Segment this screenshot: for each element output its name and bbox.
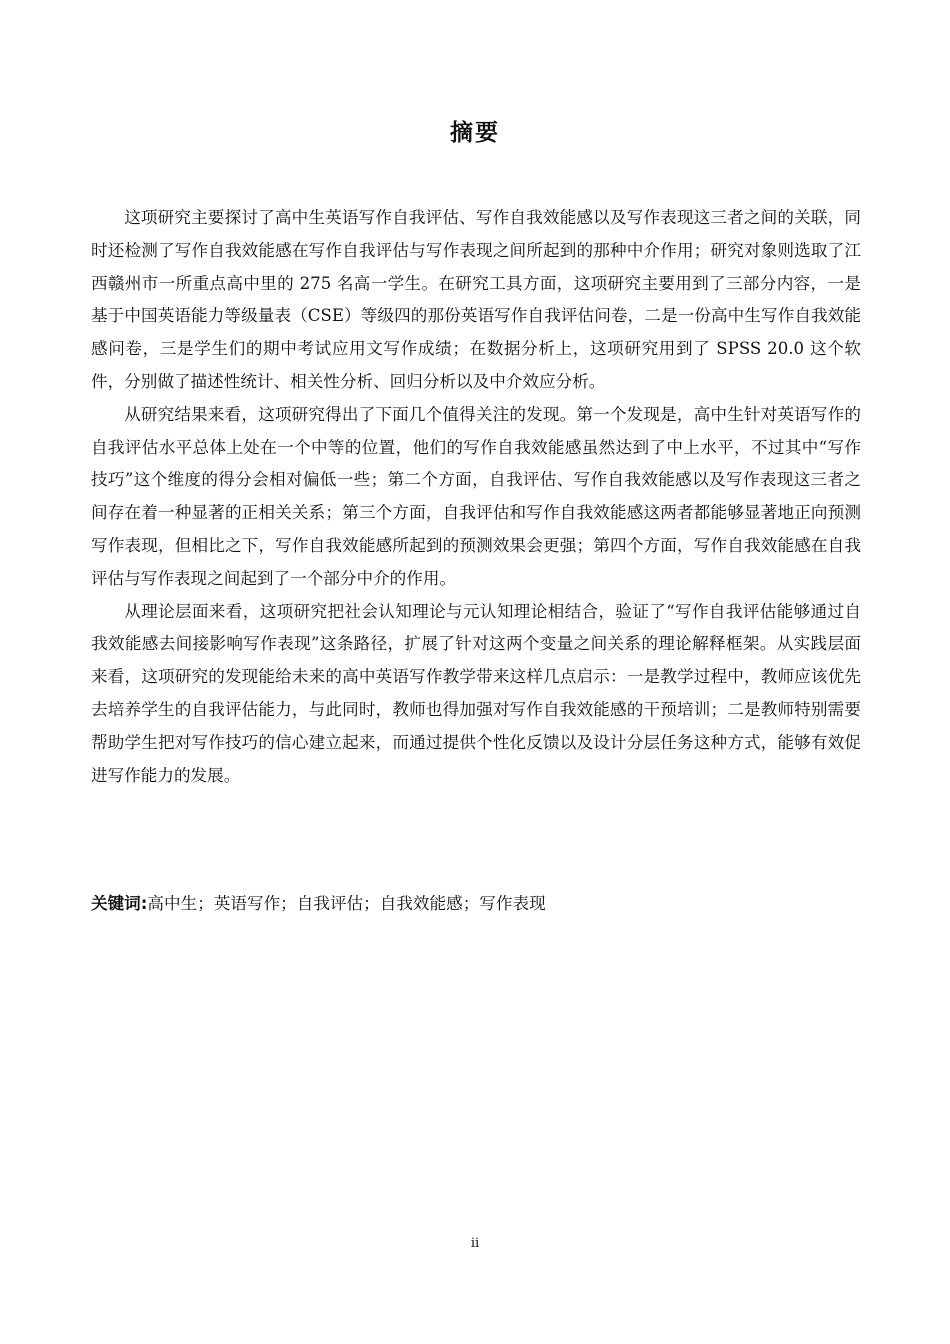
abstract-paragraph-2: 从研究结果来看，这项研究得出了下面几个值得关注的发现。第一个发现是，高中生针对英语写作的自我评估水平总体上处在一个中等的位置，他们的写作自我效能感虽然达到了中上水平，不过其中“写作技巧”这个维度的得分会相对偏低一些；第二个方面，自我评估、写作自我效能感以及写作表现这三者之间存在着一种显著的正相关关系；第三个方面，自我评估和写作自我效能感这两者都能够显著地正向预测写作表现，但相比之下，写作自我效能感所起到的预测效果会更强；第四个方面，写作自我效能感在自我评估与写作表现之间起到了一个部分中介的作用。 <box>91 404 861 588</box>
keywords-text: 高中生；英语写作；自我评估；自我效能感；写作表现 <box>147 894 546 913</box>
page-number: ii <box>470 1236 480 1251</box>
abstract-paragraph-3: 从理论层面来看，这项研究把社会认知理论与元认知理论相结合，验证了“写作自我评估能够通过自我效能感去间接影响写作表现”这条路径，扩展了针对这两个变量之间关系的理论解释框架。从实践层面来看，这项研究的发现能给未来的高中英语写作教学带来这样几点启示：一是教学过程中，教师应该优先去培养学生的自我评估能力，与此同时，教师也得加强对写作自我效能感的干预培训；二是教师特别需要帮助学生把对写作技巧的信心建立起来，而通过提供个性化反馈以及设计分层任务这种方式，能够有效促进写作能力的发展。 <box>91 601 861 785</box>
keywords-line <box>91 888 861 920</box>
page-title: 摘要 <box>450 120 500 146</box>
abstract-paragraph-1: 这项研究主要探讨了高中生英语写作自我评估、写作自我效能感以及写作表现这三者之间的关联，同时还检测了写作自我效能感在写作自我评估与写作表现之间所起到的那种中介作用；研究对象则选取了江西赣州市一所重点高中里的 275 名高一学生。在研究工具方面，这项研究主要用到了三部分内容，一是基于中国英语能力等级量表（CSE）等级四的那份英语写作自我评估问卷，二是一份高中生写作自我效能感问卷，三是学生们的期中考试应用文写作成绩；在数据分析上，这项研究用到了 SPSS 20.0 这个软件，分别做了描述性统计、相关性分析、回归分析以及中介效应分析。 <box>91 208 861 391</box>
keywords-label: 关键词: <box>91 894 148 913</box>
abstract-body <box>91 202 861 792</box>
